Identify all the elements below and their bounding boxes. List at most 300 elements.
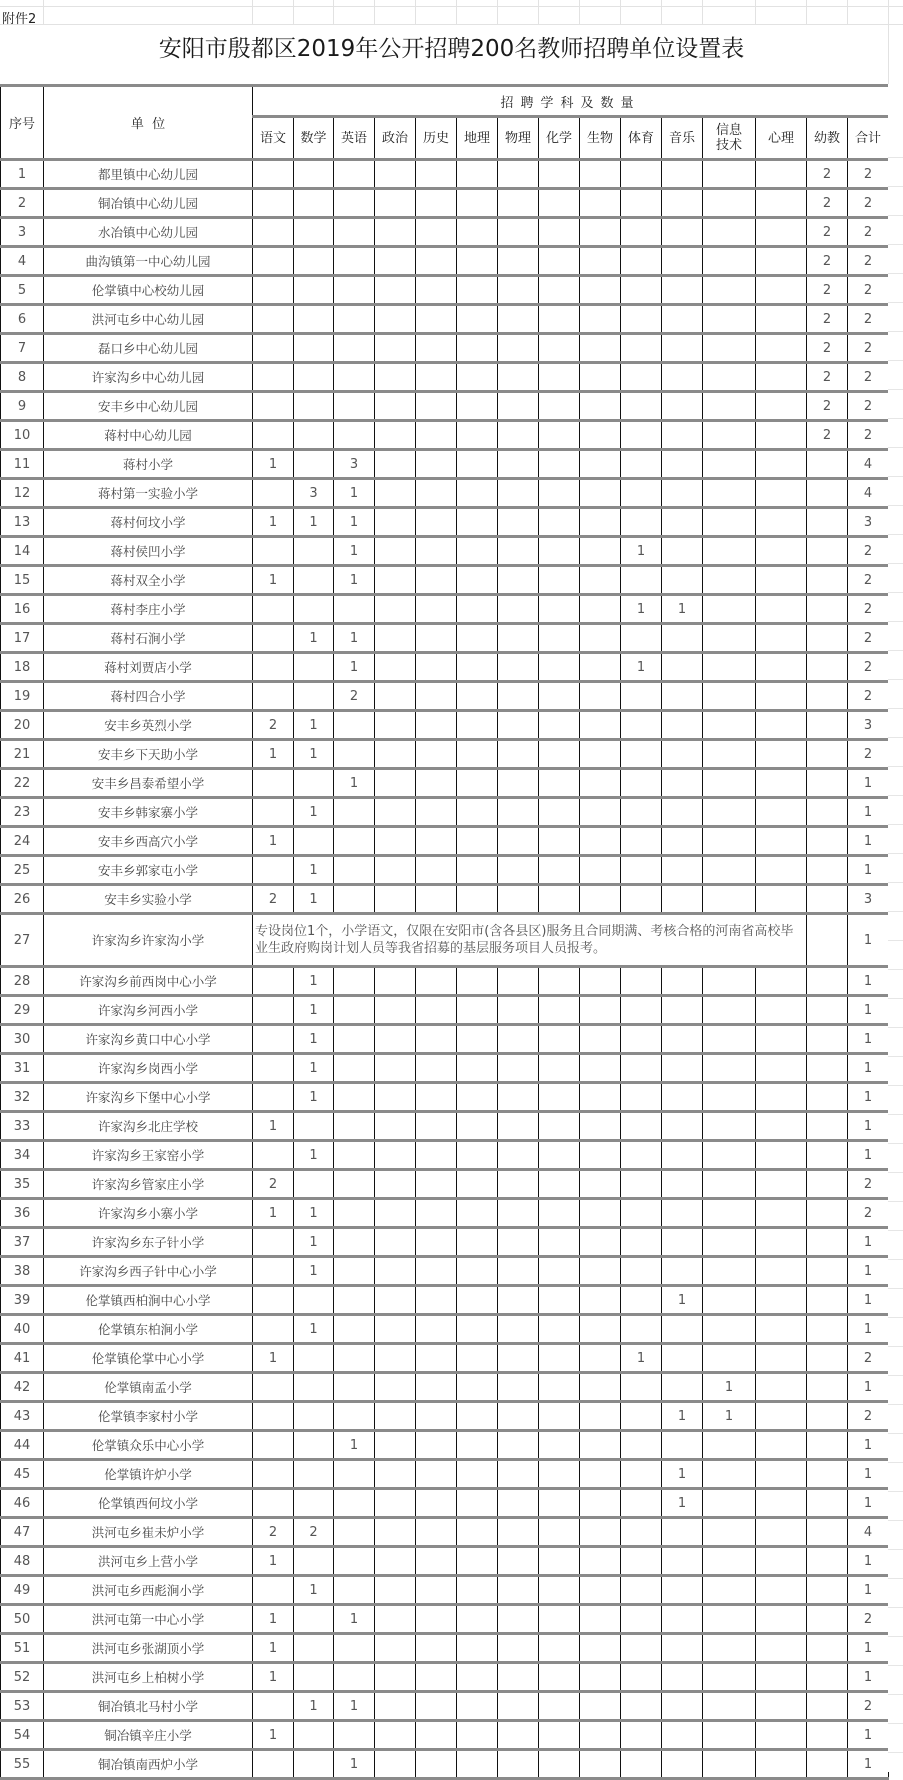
table-row: [1, 1025, 889, 1054]
cell-count: [807, 682, 848, 711]
cell-count: [253, 1692, 294, 1721]
row-seq: 11: [1, 450, 44, 479]
cell-count: [457, 1141, 498, 1170]
cell-count: [457, 595, 498, 624]
page-title: 安阳市殷都区2019年公开招聘200名教师招聘单位设置表: [158, 36, 745, 62]
cell-count: [807, 1750, 848, 1779]
cell-count: [621, 1692, 662, 1721]
cell-count: [756, 682, 807, 711]
row-seq: 41: [1, 1344, 44, 1373]
row-unit-name: 许家沟乡岗西小学: [44, 1054, 253, 1083]
gridline: [888, 1752, 903, 1753]
row-seq: 10: [1, 421, 44, 450]
cell-count: [457, 1315, 498, 1344]
cell-count: [662, 711, 703, 740]
gridline: [888, 1346, 903, 1347]
cell-count: [416, 1373, 457, 1402]
cell-count: [703, 1692, 756, 1721]
row-seq: 13: [1, 508, 44, 537]
cell-count: [253, 1083, 294, 1112]
cell-count: [580, 508, 621, 537]
row-seq: 49: [1, 1576, 44, 1605]
table-row: [1, 363, 889, 392]
cell-count: [621, 1460, 662, 1489]
cell-count: [703, 392, 756, 421]
cell-count: 2: [807, 334, 848, 363]
row-unit-name: 伦掌镇南孟小学: [44, 1373, 253, 1402]
cell-count: [621, 1576, 662, 1605]
cell-count: 1: [253, 508, 294, 537]
cell-count: [662, 624, 703, 653]
cell-total: 1: [848, 1228, 889, 1257]
gridline: [888, 650, 903, 651]
cell-count: [756, 1663, 807, 1692]
gridline: [888, 418, 903, 419]
cell-count: [807, 1460, 848, 1489]
cell-count: [416, 305, 457, 334]
row-seq: 3: [1, 218, 44, 247]
table-row: [1, 218, 889, 247]
cell-count: [498, 1460, 539, 1489]
cell-count: [498, 479, 539, 508]
cell-count: [703, 1141, 756, 1170]
cell-count: [334, 1489, 375, 1518]
cell-count: [294, 1489, 334, 1518]
cell-count: 1: [621, 595, 662, 624]
cell-count: [539, 1576, 580, 1605]
cell-count: [457, 1199, 498, 1228]
gridline: [847, 0, 848, 24]
gridline: [888, 1578, 903, 1579]
cell-count: [294, 247, 334, 276]
table-row: [1, 1373, 889, 1402]
cell-count: [807, 856, 848, 885]
cell-count: [334, 1402, 375, 1431]
cell-total: 2: [848, 392, 889, 421]
cell-count: [580, 450, 621, 479]
cell-count: [375, 479, 416, 508]
cell-count: [703, 508, 756, 537]
cell-count: [580, 827, 621, 856]
cell-count: [756, 1489, 807, 1518]
gridline: [661, 0, 662, 24]
cell-count: [294, 566, 334, 595]
cell-count: [703, 479, 756, 508]
row-unit-name: 伦掌镇伦掌中心小学: [44, 1344, 253, 1373]
cell-count: [334, 160, 375, 189]
cell-count: 2: [807, 421, 848, 450]
cell-count: 1: [662, 1402, 703, 1431]
cell-count: 1: [253, 1721, 294, 1750]
cell-count: [580, 711, 621, 740]
cell-total: 1: [848, 798, 889, 827]
cell-count: [807, 1518, 848, 1547]
cell-total: 2: [848, 421, 889, 450]
gridline: [888, 592, 903, 593]
cell-count: [498, 247, 539, 276]
cell-count: [457, 1547, 498, 1576]
cell-count: [498, 856, 539, 885]
row-unit-name: 洪河屯乡张湖顶小学: [44, 1634, 253, 1663]
cell-count: [807, 1692, 848, 1721]
cell-count: [703, 996, 756, 1025]
cell-count: [416, 363, 457, 392]
cell-count: [580, 1605, 621, 1634]
row-unit-name: 许家沟乡东子针小学: [44, 1228, 253, 1257]
cell-count: [703, 276, 756, 305]
row-seq: 26: [1, 885, 44, 914]
cell-count: [539, 218, 580, 247]
cell-count: [294, 1373, 334, 1402]
cell-count: [580, 479, 621, 508]
cell-count: [253, 1315, 294, 1344]
table-row: [1, 1170, 889, 1199]
cell-count: [375, 1373, 416, 1402]
cell-count: [416, 1083, 457, 1112]
row-seq: 54: [1, 1721, 44, 1750]
cell-count: [457, 508, 498, 537]
cell-count: [416, 334, 457, 363]
column-header-subject: 英语: [334, 117, 375, 160]
gridline: [579, 0, 580, 24]
cell-count: [756, 1692, 807, 1721]
cell-count: 2: [294, 1518, 334, 1547]
cell-count: [457, 305, 498, 334]
table-row: [1, 479, 889, 508]
cell-count: [662, 1721, 703, 1750]
gridline: [888, 882, 903, 883]
gridline: [333, 0, 334, 24]
cell-count: [294, 1402, 334, 1431]
cell-count: [416, 1257, 457, 1286]
special-position-note: 专设岗位1个，小学语文，仅限在安阳市(含各县区)服务且合同期满、考核合格的河南省高校毕业生政府购岗计划人员等我省招募的基层服务项目人员报考。: [253, 914, 807, 967]
cell-count: [580, 334, 621, 363]
table-row: [1, 1315, 889, 1344]
cell-count: [375, 160, 416, 189]
cell-count: [294, 537, 334, 566]
cell-count: [703, 1170, 756, 1199]
cell-count: [294, 305, 334, 334]
cell-count: [662, 421, 703, 450]
cell-count: [498, 653, 539, 682]
row-seq: 2: [1, 189, 44, 218]
gridline: [888, 476, 903, 477]
cell-count: [580, 1228, 621, 1257]
cell-count: [334, 967, 375, 996]
gridline: [888, 1723, 903, 1724]
cell-count: [457, 1112, 498, 1141]
cell-count: [416, 1286, 457, 1315]
table-row: [1, 1257, 889, 1286]
cell-count: [807, 450, 848, 479]
row-unit-name: 铜冶镇北马村小学: [44, 1692, 253, 1721]
table-row: [1, 1199, 889, 1228]
cell-count: [498, 189, 539, 218]
cell-count: [294, 1286, 334, 1315]
cell-count: [621, 885, 662, 914]
cell-count: [703, 450, 756, 479]
cell-count: [253, 1576, 294, 1605]
cell-count: [498, 1228, 539, 1257]
cell-count: [703, 1489, 756, 1518]
cell-count: 2: [807, 189, 848, 218]
row-seq: 20: [1, 711, 44, 740]
cell-count: [457, 1054, 498, 1083]
gridline: [497, 0, 498, 24]
cell-count: [756, 1547, 807, 1576]
cell-count: [416, 624, 457, 653]
gridline: [888, 1230, 903, 1231]
cell-count: [294, 1344, 334, 1373]
cell-count: [807, 1663, 848, 1692]
cell-count: [334, 1344, 375, 1373]
cell-count: [621, 769, 662, 798]
cell-total: 2: [848, 363, 889, 392]
cell-count: [580, 740, 621, 769]
cell-count: 1: [253, 1605, 294, 1634]
cell-count: [756, 1199, 807, 1228]
cell-count: [498, 1083, 539, 1112]
cell-count: [703, 1576, 756, 1605]
cell-count: [621, 1054, 662, 1083]
cell-count: [621, 1518, 662, 1547]
row-unit-name: 蒋村石涧小学: [44, 624, 253, 653]
row-unit-name: 安丰乡下天助小学: [44, 740, 253, 769]
cell-count: [662, 247, 703, 276]
table-row: [1, 1489, 889, 1518]
cell-count: [703, 769, 756, 798]
cell-count: [580, 967, 621, 996]
cell-total: 2: [848, 595, 889, 624]
cell-count: [662, 1750, 703, 1779]
gridline: [888, 1172, 903, 1173]
cell-count: [662, 1083, 703, 1112]
cell-count: 1: [253, 1663, 294, 1692]
cell-count: [580, 1257, 621, 1286]
cell-count: [375, 1634, 416, 1663]
cell-count: [294, 595, 334, 624]
cell-count: [621, 1025, 662, 1054]
cell-count: [294, 160, 334, 189]
cell-total: 1: [848, 769, 889, 798]
cell-count: [703, 1634, 756, 1663]
cell-count: [498, 798, 539, 827]
table-row: [1, 1460, 889, 1489]
cell-count: 1: [621, 1344, 662, 1373]
cell-count: [416, 218, 457, 247]
cell-count: [662, 1025, 703, 1054]
cell-count: [457, 1750, 498, 1779]
column-header-subject: 政治: [375, 117, 416, 160]
cell-count: [539, 996, 580, 1025]
cell-count: [756, 1170, 807, 1199]
cell-count: [662, 1199, 703, 1228]
cell-count: [756, 967, 807, 996]
cell-count: [294, 392, 334, 421]
gridline: [293, 0, 294, 24]
cell-count: [539, 421, 580, 450]
cell-count: [539, 624, 580, 653]
cell-count: [253, 1750, 294, 1779]
cell-count: [807, 827, 848, 856]
cell-count: [334, 711, 375, 740]
cell-count: [662, 1141, 703, 1170]
cell-count: [457, 624, 498, 653]
cell-count: [334, 421, 375, 450]
row-seq: 43: [1, 1402, 44, 1431]
cell-count: [807, 1054, 848, 1083]
cell-count: [580, 247, 621, 276]
cell-count: 1: [334, 479, 375, 508]
cell-count: [334, 595, 375, 624]
cell-count: [253, 595, 294, 624]
cell-count: [580, 1576, 621, 1605]
cell-count: [294, 827, 334, 856]
cell-count: [539, 1083, 580, 1112]
cell-count: [539, 740, 580, 769]
cell-count: [662, 1373, 703, 1402]
cell-count: [375, 1054, 416, 1083]
cell-count: [539, 1228, 580, 1257]
cell-count: [703, 537, 756, 566]
gridline: [806, 0, 807, 24]
cell-count: [621, 363, 662, 392]
cell-count: [253, 1228, 294, 1257]
table-row: [1, 1547, 889, 1576]
cell-count: [807, 1634, 848, 1663]
row-seq: 31: [1, 1054, 44, 1083]
cell-count: [457, 1083, 498, 1112]
cell-count: [375, 653, 416, 682]
cell-count: [375, 537, 416, 566]
cell-count: [375, 421, 416, 450]
cell-count: [457, 1605, 498, 1634]
cell-count: [334, 1286, 375, 1315]
cell-count: [756, 305, 807, 334]
cell-total: 1: [848, 1547, 889, 1576]
cell-count: [334, 305, 375, 334]
cell-count: [539, 392, 580, 421]
cell-count: [539, 1431, 580, 1460]
cell-count: [375, 1460, 416, 1489]
table-row: [1, 711, 889, 740]
cell-count: [416, 798, 457, 827]
cell-count: [375, 1199, 416, 1228]
cell-count: [621, 1634, 662, 1663]
cell-count: [662, 450, 703, 479]
cell-count: [621, 827, 662, 856]
cell-total: 2: [848, 537, 889, 566]
cell-count: [807, 996, 848, 1025]
cell-total: 2: [848, 1402, 889, 1431]
cell-count: [416, 1750, 457, 1779]
cell-count: [294, 1170, 334, 1199]
table-row: [1, 769, 889, 798]
cell-count: [416, 769, 457, 798]
column-header-subject: 生物: [580, 117, 621, 160]
cell-count: [294, 1460, 334, 1489]
row-seq: 21: [1, 740, 44, 769]
cell-count: [498, 1489, 539, 1518]
cell-count: [294, 769, 334, 798]
cell-count: [580, 653, 621, 682]
cell-count: [756, 653, 807, 682]
cell-count: [580, 1054, 621, 1083]
cell-count: [334, 856, 375, 885]
cell-count: 1: [294, 996, 334, 1025]
cell-count: [498, 624, 539, 653]
cell-count: [703, 247, 756, 276]
cell-total: 1: [848, 1112, 889, 1141]
cell-count: [756, 1315, 807, 1344]
cell-count: [621, 1402, 662, 1431]
cell-count: [662, 798, 703, 827]
cell-total: 1: [848, 1634, 889, 1663]
cell-count: [621, 276, 662, 305]
cell-count: [703, 653, 756, 682]
cell-count: [756, 711, 807, 740]
cell-count: [498, 885, 539, 914]
cell-count: [334, 1547, 375, 1576]
cell-count: 1: [294, 711, 334, 740]
cell-count: [375, 996, 416, 1025]
cell-count: [334, 1083, 375, 1112]
cell-count: [703, 711, 756, 740]
cell-count: [375, 1112, 416, 1141]
cell-count: [498, 421, 539, 450]
cell-count: [375, 1025, 416, 1054]
cell-count: [498, 769, 539, 798]
cell-count: [580, 1286, 621, 1315]
cell-count: [416, 967, 457, 996]
cell-count: 1: [294, 1141, 334, 1170]
cell-count: [662, 334, 703, 363]
row-unit-name: 伦掌镇众乐中心小学: [44, 1431, 253, 1460]
cell-count: [334, 363, 375, 392]
cell-count: [756, 1054, 807, 1083]
cell-count: [457, 479, 498, 508]
cell-count: [294, 450, 334, 479]
cell-count: [621, 334, 662, 363]
row-unit-name: 许家沟乡王家窑小学: [44, 1141, 253, 1170]
cell-count: [457, 1576, 498, 1605]
row-seq: 33: [1, 1112, 44, 1141]
gridline: [0, 6, 903, 7]
gridline: [888, 302, 903, 303]
cell-count: 1: [253, 740, 294, 769]
cell-count: [253, 1257, 294, 1286]
cell-count: [580, 1750, 621, 1779]
cell-count: [703, 1315, 756, 1344]
row-unit-name: 蒋村侯凹小学: [44, 537, 253, 566]
gridline: [888, 940, 903, 941]
cell-count: [498, 1721, 539, 1750]
cell-count: [580, 769, 621, 798]
cell-count: [498, 1170, 539, 1199]
cell-count: [416, 1518, 457, 1547]
cell-total: 3: [848, 711, 889, 740]
cell-count: [253, 1402, 294, 1431]
cell-count: 1: [294, 885, 334, 914]
table-row: [1, 1141, 889, 1170]
cell-count: [539, 798, 580, 827]
cell-count: [294, 1112, 334, 1141]
table-row: [1, 967, 889, 996]
cell-count: [457, 537, 498, 566]
row-seq: 24: [1, 827, 44, 856]
cell-count: [457, 682, 498, 711]
row-unit-name: 许家沟乡中心幼儿园: [44, 363, 253, 392]
